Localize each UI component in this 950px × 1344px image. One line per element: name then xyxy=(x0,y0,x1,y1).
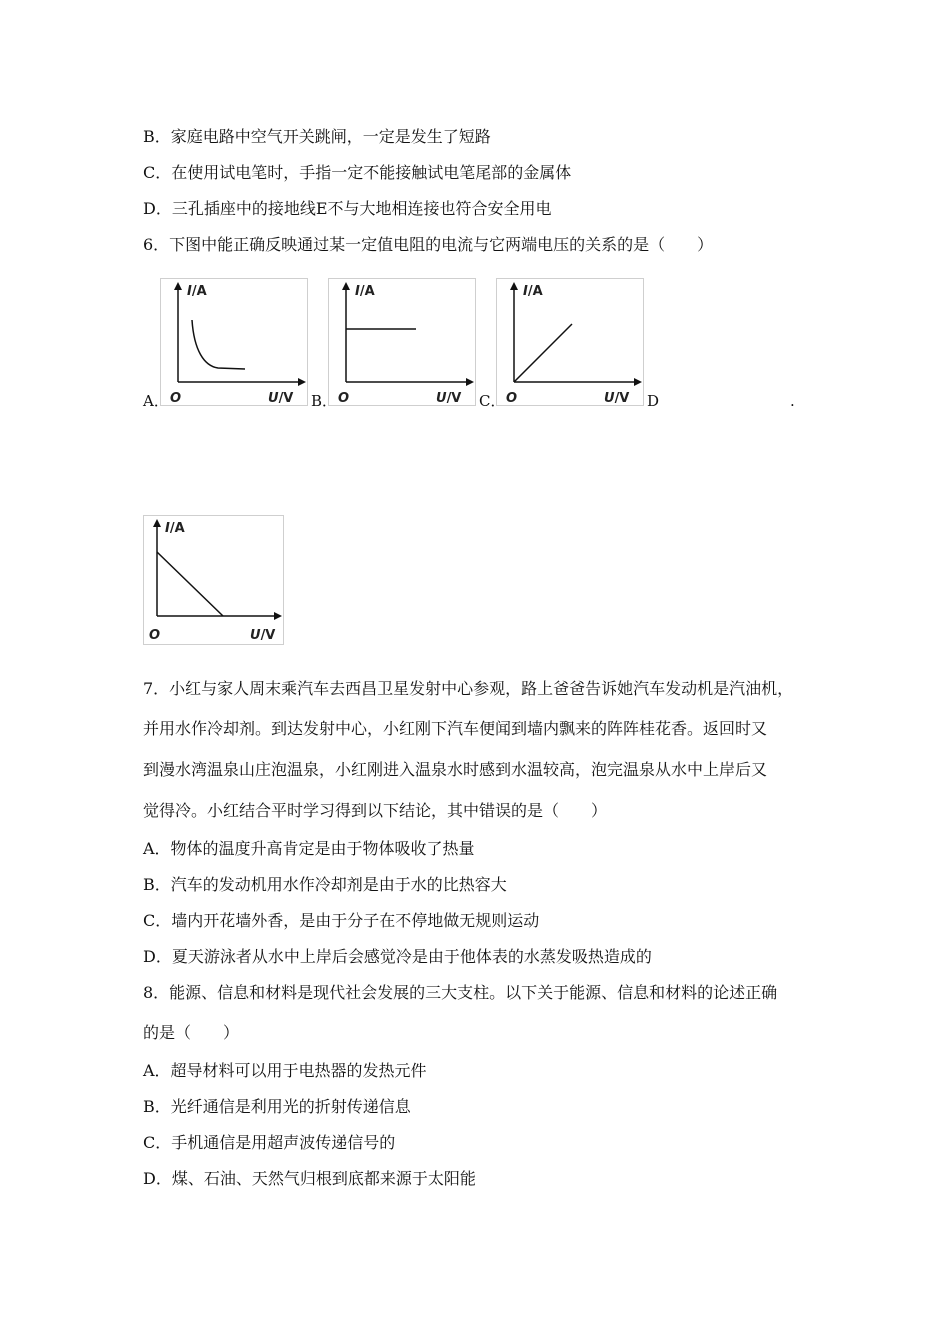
graph-c xyxy=(496,278,644,406)
x-axis-arrow-icon xyxy=(298,378,306,386)
line-proportional xyxy=(514,324,572,382)
line-decreasing xyxy=(157,552,223,616)
q7-stem-line-4: 觉得冷。小红结合平时学习得到以下结论，其中错误的是（ ） xyxy=(143,801,608,820)
x-axis-arrow-icon xyxy=(466,378,474,386)
graph-d xyxy=(143,515,284,645)
q7-stem-line-1: 7．小红与家人周末乘汽车去西昌卫星发射中心参观，路上爸爸告诉她汽车发动机是汽油机， xyxy=(143,679,794,698)
y-axis-label: I/A xyxy=(165,521,185,536)
graph-a xyxy=(160,278,308,406)
q8-option-b: B．光纤通信是利用光的折射传递信息 xyxy=(143,1097,411,1116)
curve-inverse xyxy=(192,320,245,369)
x-axis-label: U/V xyxy=(604,391,630,406)
graph-frame xyxy=(497,279,644,406)
x-axis-label: U/V xyxy=(436,391,462,406)
q8-option-a: A．超导材料可以用于电热器的发热元件 xyxy=(143,1061,427,1080)
origin-label: O xyxy=(338,391,350,406)
q6-stem: 6．下图中能正确反映通过某一定值电阻的电流与它两端电压的关系的是（ ） xyxy=(143,235,714,254)
x-axis-label: U/V xyxy=(250,628,276,643)
q6-label-d: D xyxy=(647,392,660,410)
q6-label-c: C． xyxy=(479,392,506,410)
origin-label: O xyxy=(149,628,161,643)
origin-label: O xyxy=(506,391,518,406)
graph-frame xyxy=(329,279,476,406)
q8-option-d: D．煤、石油、天然气归根到底都来源于太阳能 xyxy=(143,1169,476,1188)
x-axis-arrow-icon xyxy=(274,612,282,620)
x-axis-arrow-icon xyxy=(634,378,642,386)
y-axis-label: I/A xyxy=(187,284,207,299)
y-axis-arrow-icon xyxy=(510,282,518,290)
q7-option-a: A．物体的温度升高肯定是由于物体吸收了热量 xyxy=(143,839,475,858)
y-axis-label: I/A xyxy=(523,284,543,299)
q7-stem-line-3: 到漫水湾温泉山庄泡温泉，小红刚进入温泉水时感到水温较高，泡完温泉从水中上岸后又 xyxy=(143,760,768,779)
q5-option-b: B．家庭电路中空气开关跳闸，一定是发生了短路 xyxy=(143,127,491,146)
q6-label-a: A． xyxy=(143,392,169,410)
q5-option-c: C．在使用试电笔时，手指一定不能接触试电笔尾部的金属体 xyxy=(143,163,572,182)
q7-stem-line-2: 并用水作冷却剂。到达发射中心，小红刚下汽车便闻到墙内飘来的阵阵桂花香。返回时又 xyxy=(143,719,768,738)
q6-label-b: B． xyxy=(311,392,338,410)
y-axis-arrow-icon xyxy=(342,282,350,290)
y-axis-arrow-icon xyxy=(174,282,182,290)
origin-label: O xyxy=(170,391,182,406)
q7-option-d: D．夏天游泳者从水中上岸后会感觉冷是由于他体表的水蒸发吸热造成的 xyxy=(143,947,652,966)
q6-trailing-dot: . xyxy=(790,392,795,410)
q7-option-b: B．汽车的发动机用水作冷却剂是由于水的比热容大 xyxy=(143,875,507,894)
graph-b xyxy=(328,278,476,406)
q7-option-c: C．墙内开花墙外香，是由于分子在不停地做无规则运动 xyxy=(143,911,540,930)
q8-stem-line-1: 8．能源、信息和材料是现代社会发展的三大支柱。以下关于能源、信息和材料的论述正确 xyxy=(143,983,778,1002)
x-axis-label: U/V xyxy=(268,391,294,406)
q8-stem-line-2: 的是（ ） xyxy=(143,1023,240,1042)
y-axis-arrow-icon xyxy=(153,519,161,527)
q8-option-c: C．手机通信是用超声波传递信号的 xyxy=(143,1133,396,1152)
q5-option-d: D．三孔插座中的接地线E不与大地相连接也符合安全用电 xyxy=(143,199,552,218)
graph-frame xyxy=(161,279,308,406)
y-axis-label: I/A xyxy=(355,284,375,299)
